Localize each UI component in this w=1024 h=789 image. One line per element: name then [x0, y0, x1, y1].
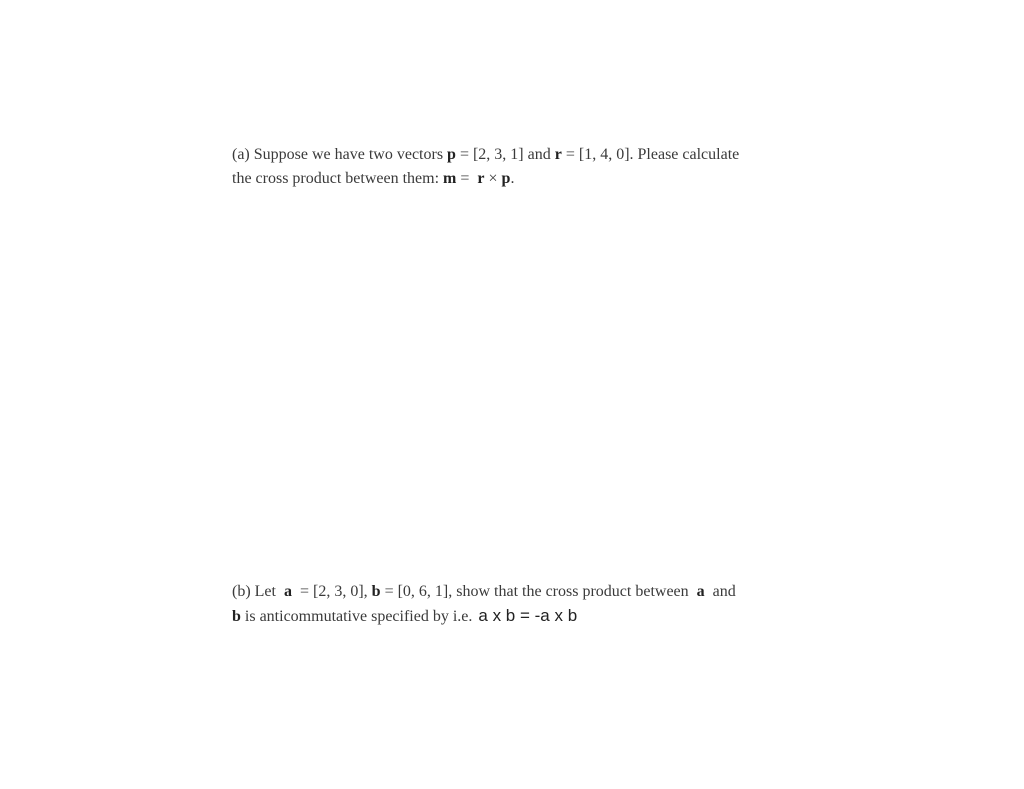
question-b-prefix: (b) Let — [232, 583, 284, 600]
question-b-line-1 — [232, 580, 792, 604]
cross-operator: × — [484, 170, 502, 187]
question-a-prefix: (a) Suppose we have two vectors — [232, 146, 448, 163]
vector-p-value: = [2, 3, 1] and — [455, 146, 555, 163]
vector-b-symbol: b — [371, 583, 381, 600]
vector-m-symbol: m — [443, 170, 457, 187]
question-a-line2-prefix: the cross product between them: — [232, 170, 444, 187]
equals-sign: = — [456, 170, 478, 187]
question-b — [232, 580, 792, 629]
period: . — [510, 170, 515, 187]
vector-a-symbol: a — [283, 583, 292, 600]
vector-r-symbol: r — [554, 146, 562, 163]
vector-b-symbol-2: b — [232, 608, 241, 625]
question-a-line-2 — [232, 167, 792, 191]
question-a — [232, 143, 792, 191]
question-a-line-1 — [232, 143, 792, 167]
vector-a-symbol-2: a — [696, 583, 705, 600]
vector-b-value: = [0, 6, 1], show that the cross product between — [380, 583, 697, 600]
vector-p-symbol: p — [447, 146, 456, 163]
vector-p-symbol-2: p — [501, 170, 511, 187]
anticommutative-equation: a x b = -a x b — [478, 606, 578, 625]
question-b-line-2 — [232, 604, 792, 629]
anticommutative-text: is anticommutative specified by i.e. — [240, 608, 473, 625]
vector-r-symbol-2: r — [477, 170, 485, 187]
question-b-line1-suffix: and — [704, 583, 736, 600]
vector-a-value: = [2, 3, 0], — [291, 583, 372, 600]
vector-r-value: = [1, 4, 0]. Please calculate — [561, 146, 740, 163]
